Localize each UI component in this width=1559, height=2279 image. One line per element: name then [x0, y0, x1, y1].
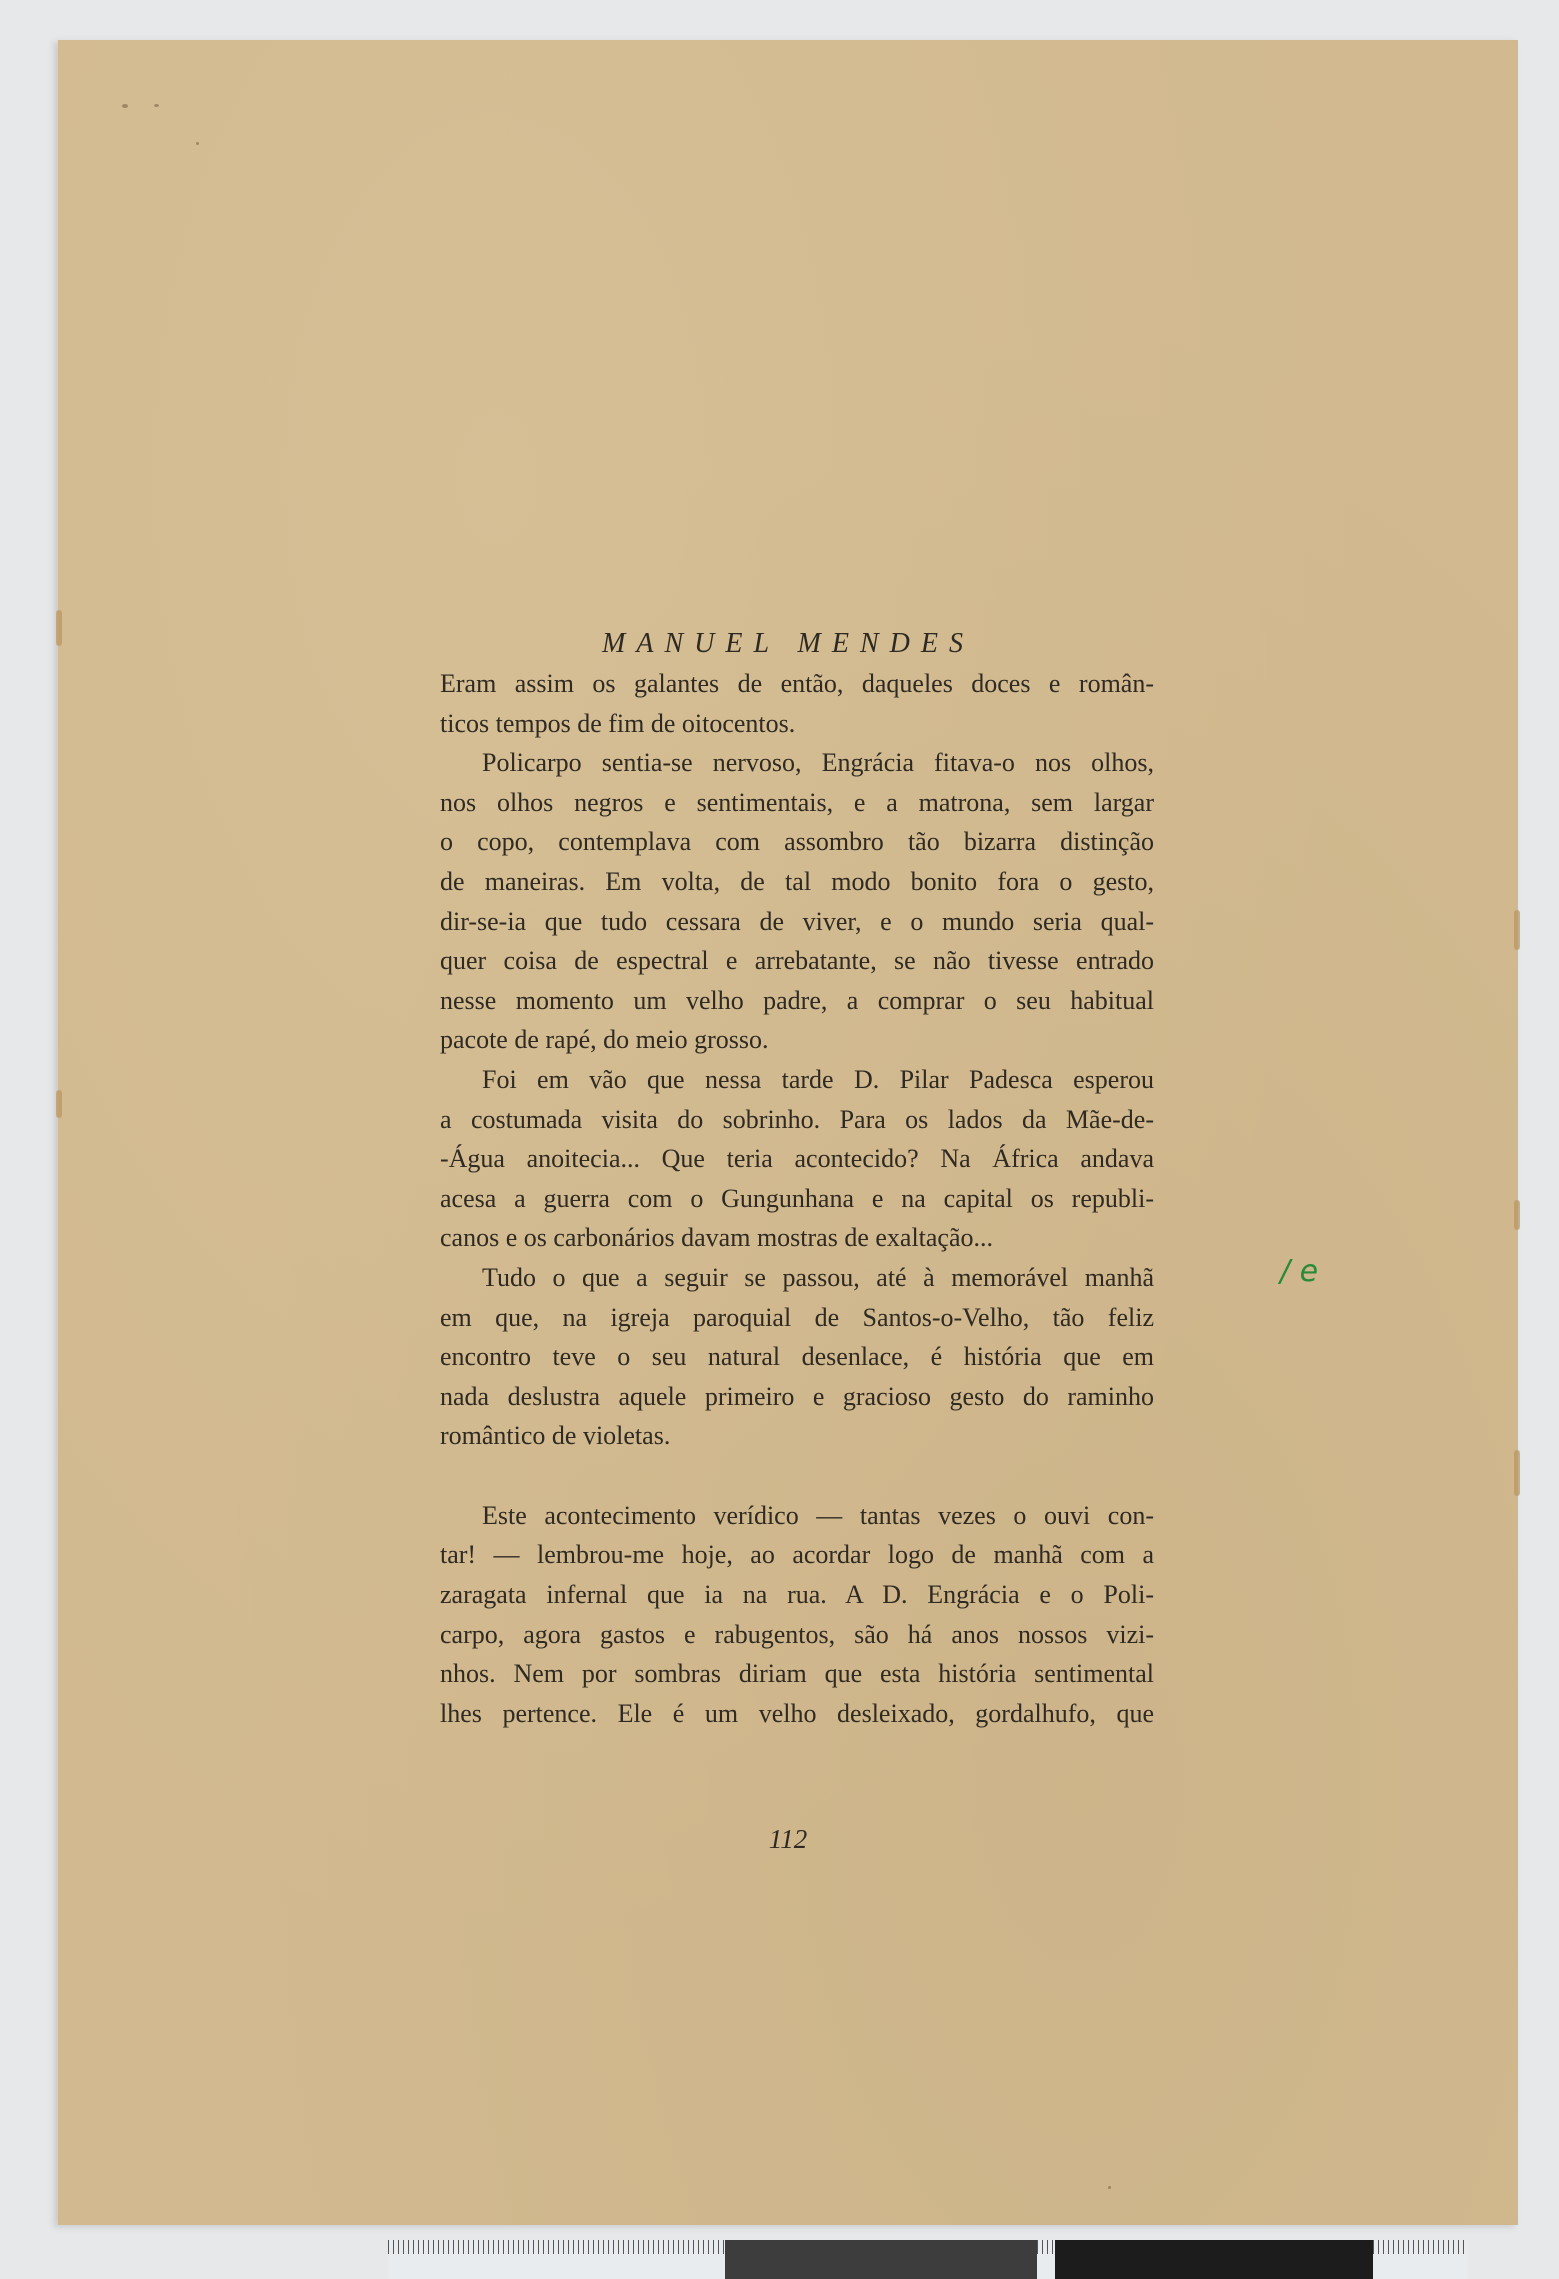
text-line: Policarpo sentia-se nervoso, Engrácia fitava-o nos olhos,	[482, 748, 1154, 778]
text-line: a costumada visita do sobrinho. Para os lados da Mãe-de-	[440, 1104, 1154, 1134]
text-line: zaragata infernal que ia na rua. A D. Engrácia e o Poli-	[440, 1580, 1154, 1610]
paper-speck	[154, 104, 159, 107]
ruler-scale	[1037, 2240, 1055, 2279]
text-line: o copo, contemplava com assombro tão bizarra distinção	[440, 827, 1154, 857]
running-header: MANUEL MENDES	[602, 628, 974, 659]
text-line: nhos. Nem por sombras diriam que esta história sentimental	[440, 1659, 1154, 1689]
section-break	[440, 1456, 1154, 1496]
edge-stain	[1514, 1450, 1520, 1496]
text-line: em que, na igreja paroquial de Santos-o-Velho, tão feliz	[440, 1302, 1154, 1332]
text-line: romântico de violetas.	[440, 1421, 671, 1451]
paper-speck	[122, 104, 128, 108]
text-line: quer coisa de espectral e arrebatante, se não tivesse entrado	[440, 946, 1154, 976]
text-line: nada deslustra aquele primeiro e gracioso gesto do raminho	[440, 1381, 1154, 1411]
text-line: pacote de rapé, do meio grosso.	[440, 1025, 769, 1055]
text-line: -Água anoitecia... Que teria acontecido? Na África andava	[440, 1144, 1154, 1174]
paper-speck	[1108, 2186, 1111, 2189]
gray-patch	[725, 2240, 1037, 2279]
text-line: de maneiras. Em volta, de tal modo bonito fora o gesto,	[440, 866, 1154, 896]
text-line: Eram assim os galantes de então, daqueles doces e român-	[440, 669, 1154, 698]
ruler-scale	[388, 2240, 725, 2279]
text-line: carpo, agora gastos e rabugentos, são há anos nossos vizi-	[440, 1619, 1154, 1649]
text-line: canos e os carbonários davam mostras de exaltação...	[440, 1223, 994, 1253]
edge-stain	[56, 1090, 62, 1118]
black-patch	[1055, 2240, 1373, 2279]
edge-stain	[1514, 910, 1520, 950]
text-line: acesa a guerra com o Gungunhana e na capital os republi-	[440, 1183, 1154, 1213]
text-line: Tudo o que a seguir se passou, até à memorável manhã	[482, 1262, 1154, 1292]
text-line: tar! — lembrou-me hoje, ao acordar logo de manhã com a	[440, 1540, 1154, 1570]
text-line: ticos tempos de fim de oitocentos.	[440, 708, 796, 738]
text-line: lhes pertence. Ele é um velho desleixado, gordalhufo, que	[440, 1698, 1154, 1728]
text-line: Este acontecimento verídico — tantas vezes o ouvi con-	[482, 1500, 1154, 1530]
color-calibration-ruler	[388, 2240, 1498, 2279]
text-line: Foi em vão que nessa tarde D. Pilar Padesca esperou	[482, 1064, 1154, 1094]
page-number: 112	[768, 1824, 808, 1854]
text-line: nesse momento um velho padre, a comprar o seu habitual	[440, 985, 1154, 1015]
text-line: dir-se-ia que tudo cessara de viver, e o mundo seria qual-	[440, 906, 1154, 936]
margin-annotation: / e	[1280, 1254, 1319, 1289]
body-text	[440, 664, 1154, 1733]
paper-speck	[196, 142, 199, 145]
text-line: encontro teve o seu natural desenlace, é história que em	[440, 1342, 1154, 1372]
text-line: nos olhos negros e sentimentais, e a matrona, sem largar	[440, 787, 1154, 817]
edge-stain	[1514, 1200, 1520, 1230]
ruler-scale	[1373, 2240, 1468, 2279]
